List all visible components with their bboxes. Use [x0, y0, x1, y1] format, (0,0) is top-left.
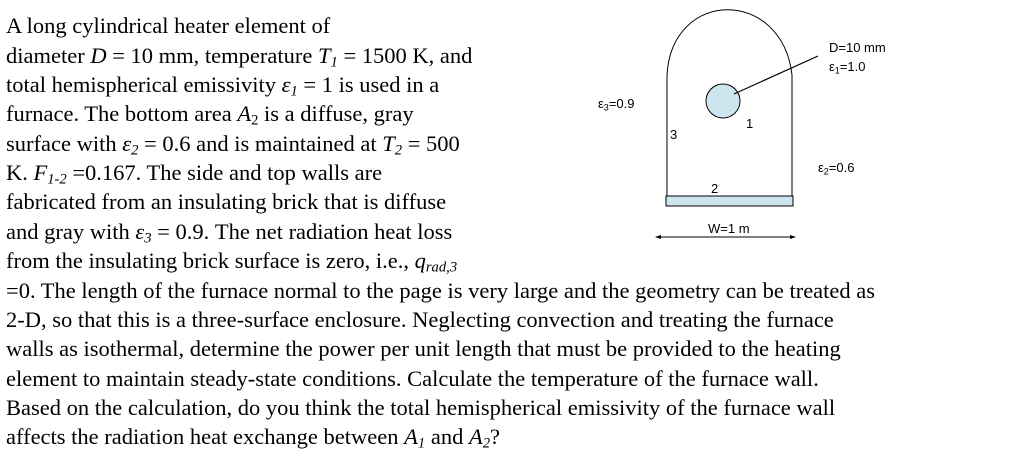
var-A: A	[237, 101, 252, 126]
problem-line-1: A long cylindrical heater element of	[6, 13, 331, 38]
arrow-head-left	[655, 235, 661, 239]
text-run: = 10 mm, temperature	[106, 43, 318, 68]
subscript: 1	[417, 435, 426, 452]
eps3-label: $\varepsilon_3=0.9$	[598, 96, 635, 113]
text-run: total hemispherical emissivity	[6, 72, 282, 97]
text-run: = 1500 K, and	[337, 43, 473, 68]
text-run: ?	[490, 424, 501, 449]
var-epsilon: ε	[122, 131, 132, 156]
var-epsilon: ε	[281, 72, 291, 97]
surface-1-label: 1	[746, 116, 754, 131]
subscript: 2	[131, 142, 139, 159]
problem-line-10: =0. The length of the furnace normal to the page is very large and the geometry can be treated as	[6, 278, 876, 303]
eps1-label: $\varepsilon_1=1.0$	[829, 59, 866, 76]
text-run: is a diffuse, gray	[258, 101, 414, 126]
leader-line	[734, 56, 818, 94]
subscript: 2	[482, 435, 491, 452]
eps2-label: $\varepsilon_2=0.6$	[818, 160, 855, 177]
text-run: surface with	[6, 131, 123, 156]
text-run: and	[425, 424, 469, 449]
text-run: furnace. The bottom area	[6, 101, 238, 126]
furnace-floor	[666, 196, 793, 206]
text-run: from the insulating brick surface is zero, i.e.,	[6, 248, 415, 273]
text-run: = 500	[402, 131, 460, 156]
subscript: 1	[290, 83, 298, 100]
var-T: T	[317, 43, 331, 68]
problem-line-14: Based on the calculation, do you think the total hemispherical emissivity of the furnace wall	[6, 395, 836, 420]
surface-2-label: 2	[711, 181, 719, 196]
var-T: T	[382, 131, 395, 156]
arrow-head-right	[790, 235, 796, 239]
text-run: affects the radiation heat exchange between	[6, 424, 405, 449]
var-epsilon: ε	[135, 219, 145, 244]
problem-line-7: fabricated from an insulating brick that is diffuse	[6, 189, 447, 214]
text-run: = 1 is used in a	[297, 72, 440, 97]
subscript: 2	[394, 142, 403, 159]
var-A: A	[404, 424, 418, 449]
text-run: = 0.9. The net radiation heat loss	[151, 219, 453, 244]
text-run: = 0.6 and is maintained at	[138, 131, 383, 156]
subscript: 1	[330, 54, 338, 71]
subscript: rad,3	[425, 259, 458, 276]
text-run: and gray with	[6, 219, 136, 244]
surface-3-label: 3	[670, 127, 678, 142]
text-run: K.	[6, 160, 34, 185]
subscript: 2	[251, 112, 259, 129]
subscript: 1-2	[47, 171, 67, 188]
var-F: F	[33, 160, 48, 185]
diameter-label: D=10 mm	[829, 40, 886, 55]
problem-line-12: walls as isothermal, determine the power per unit length that must be provided to the heating	[6, 336, 841, 361]
problem-line-13: element to maintain steady-state conditions. Calculate the temperature of the furnace wall.	[6, 366, 819, 391]
problem-line-11: 2-D, so that this is a three-surface enclosure. Neglecting convection and treating the furnace	[6, 307, 834, 332]
text-run: diameter	[6, 43, 91, 68]
var-q: q	[414, 248, 426, 273]
subscript: 3	[144, 230, 152, 247]
text-run: =0.167. The side and top walls are	[66, 160, 383, 185]
var-A: A	[468, 424, 483, 449]
width-label: W=1 m	[708, 221, 750, 236]
var-D: D	[90, 43, 107, 68]
heater-element	[706, 84, 740, 118]
